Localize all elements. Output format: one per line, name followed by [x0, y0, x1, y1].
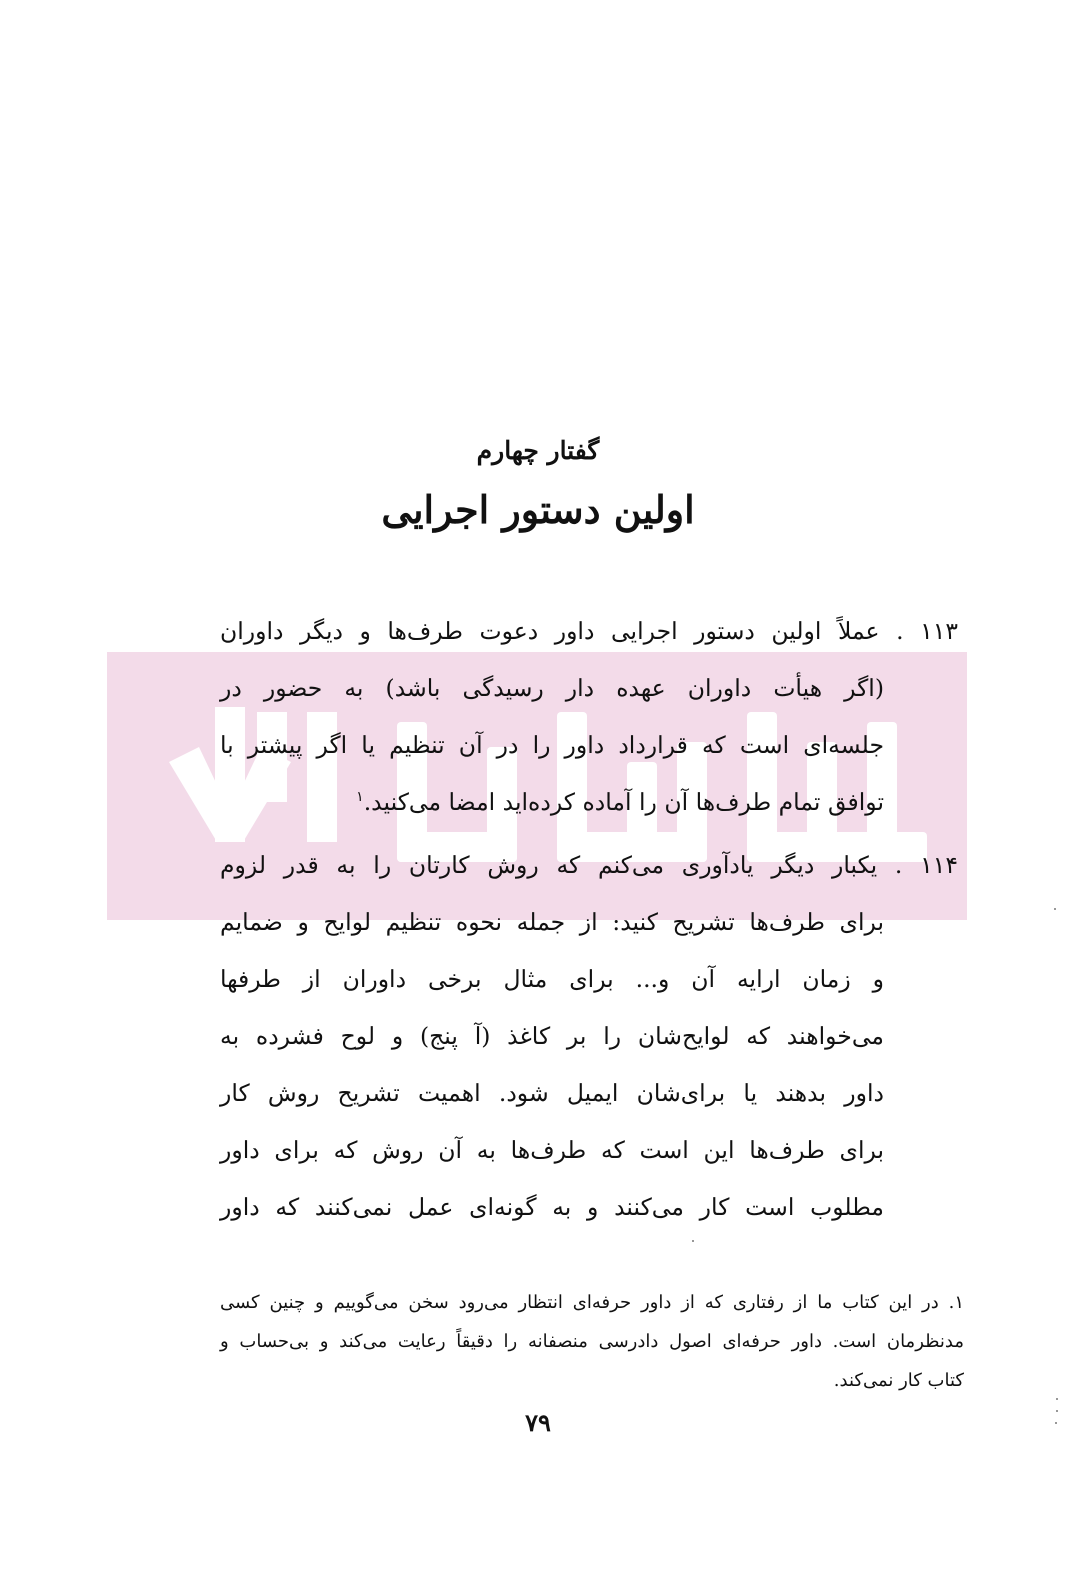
footnote-line: مدنظرمان است. داور حرفه‌ای اصول دادرسی منصفانه را دقیقاً رعایت می‌کند و بی‌حساب و [220, 1331, 964, 1352]
paragraph-line: جلسه‌ای است که قرارداد داور را در آن تنظیم یا اگر پیشتر با [220, 731, 884, 759]
paragraph-113 [220, 603, 958, 831]
paragraph-line: برای طرف‌ها تشریح کنید: از جمله نحوه تنظیم لوایح و ضمایم [220, 908, 884, 936]
chapter-title: اولین دستور اجرایی [381, 487, 695, 532]
paragraph-number: ۱۱۴ . [894, 851, 958, 879]
paragraph-number: ۱۱۳ . [896, 617, 958, 645]
paragraph-text: توافق تمام طرف‌ها آن را آماده کرده‌اید امضا می‌کنید. [363, 788, 884, 816]
page-number: ۷۹ [525, 1408, 551, 1437]
paragraph-line [220, 603, 958, 660]
footnote [220, 1283, 964, 1400]
paragraph-line: و زمان ارایه آن و... برای مثال برخی داوران از طرفها [220, 965, 884, 993]
paragraph-line [220, 774, 958, 831]
paragraph-line: مطلوب است کار می‌کنند و به گونه‌ای عمل نمی‌کنند که داور [220, 1193, 884, 1221]
footnote-line: کتاب کار نمی‌کند. [833, 1370, 964, 1391]
paragraph-text: عملاً اولین دستور اجرایی داور دعوت طرف‌ها و دیگر داوران [220, 617, 880, 645]
paragraph-114 [220, 837, 958, 1236]
paragraph-text: یکبار دیگر یادآوری می‌کنم که روش کارتان را به قدر لزوم [220, 851, 878, 879]
footnote-reference: ۱ [356, 789, 364, 806]
paragraph-line: می‌خواهند که لوایح‌شان را بر کاغذ (آ پنج) و لوح فشرده به [220, 1022, 884, 1050]
footnote-line: ۱. در این کتاب ما از رفتاری که از داور حرفه‌ای انتظار می‌رود سخن می‌گوییم و چنین کسی [220, 1292, 964, 1313]
paragraph-line: (اگر هیأت داوران عهده دار رسیدگی باشد) به حضور در [220, 674, 884, 702]
paragraph-line: داور بدهند یا برای‌شان ایمیل شود. اهمیت تشریح روش کار [220, 1079, 884, 1107]
paragraph-line: برای طرف‌ها این است که طرف‌ها به آن روش که برای داور [220, 1136, 884, 1164]
chapter-label: گفتار چهارم [476, 436, 600, 465]
paragraph-line [220, 837, 958, 894]
